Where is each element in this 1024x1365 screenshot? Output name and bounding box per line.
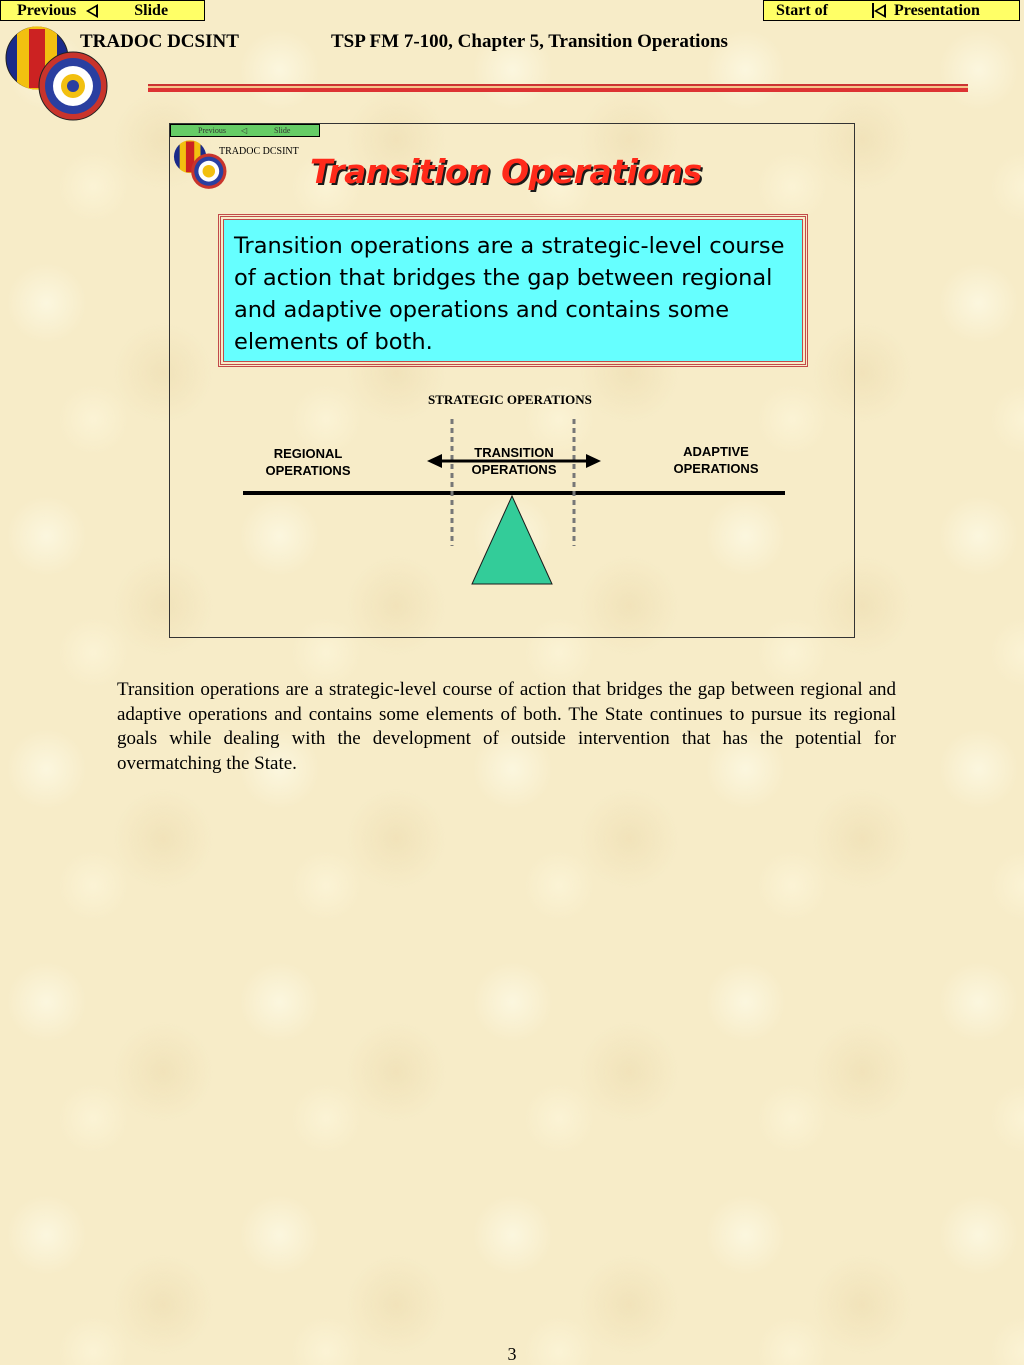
transition-line2: OPERATIONS [471, 462, 557, 477]
slide-mini-slide: Slide [274, 126, 291, 135]
body-paragraph: Transition operations are a strategic-level course of action that bridges the gap between regional and adaptive operations and contains some elements of both. The State continues to pursue its regional goals while dealing with the development of outside intervention that has the potential for overmatching the State. [117, 679, 896, 774]
slide-title: Transition Operations [310, 152, 702, 191]
regional-operations-label [248, 445, 368, 479]
balance-diagram [170, 124, 856, 639]
slide-mini-previous: Previous [198, 126, 226, 135]
presentation-label: Presentation [893, 2, 980, 19]
first-slide-icon [872, 3, 886, 18]
header-rule [148, 84, 968, 92]
header-doc-title: TSP FM 7-100, Chapter 5, Transition Operations [331, 31, 728, 52]
adaptive-operations-label [656, 443, 776, 477]
header-org: TRADOC DCSINT [80, 31, 239, 52]
previous-slide-button[interactable] [0, 0, 205, 21]
slide-image [169, 123, 855, 638]
start-of-presentation-button[interactable] [763, 0, 1020, 21]
slide-label: Slide [134, 2, 169, 19]
strategic-operations-label: STRATEGIC OPERATIONS [428, 392, 592, 407]
right-arrowhead-icon [586, 454, 601, 468]
fulcrum-triangle [472, 496, 552, 584]
previous-label: Previous [17, 2, 77, 19]
regional-line2: OPERATIONS [265, 463, 351, 478]
left-arrowhead-icon [427, 454, 442, 468]
slide-org: TRADOC DCSINT [219, 146, 299, 157]
slide-mini-arrow-icon: ◁ [241, 126, 248, 135]
transition-operations-label [455, 444, 573, 478]
adaptive-line2: OPERATIONS [673, 461, 759, 476]
transition-line1: TRANSITION [474, 445, 554, 460]
left-arrow-icon [86, 1, 98, 20]
regional-line1: REGIONAL [273, 446, 343, 461]
start-label: Start of [776, 2, 828, 19]
adaptive-line1: ADAPTIVE [683, 444, 749, 459]
definition-text: Transition operations are a strategic-level course of action that bridges the gap between regional and adaptive operations and contains some elements of both. [223, 219, 803, 362]
page-number: 3 [507, 1344, 517, 1364]
